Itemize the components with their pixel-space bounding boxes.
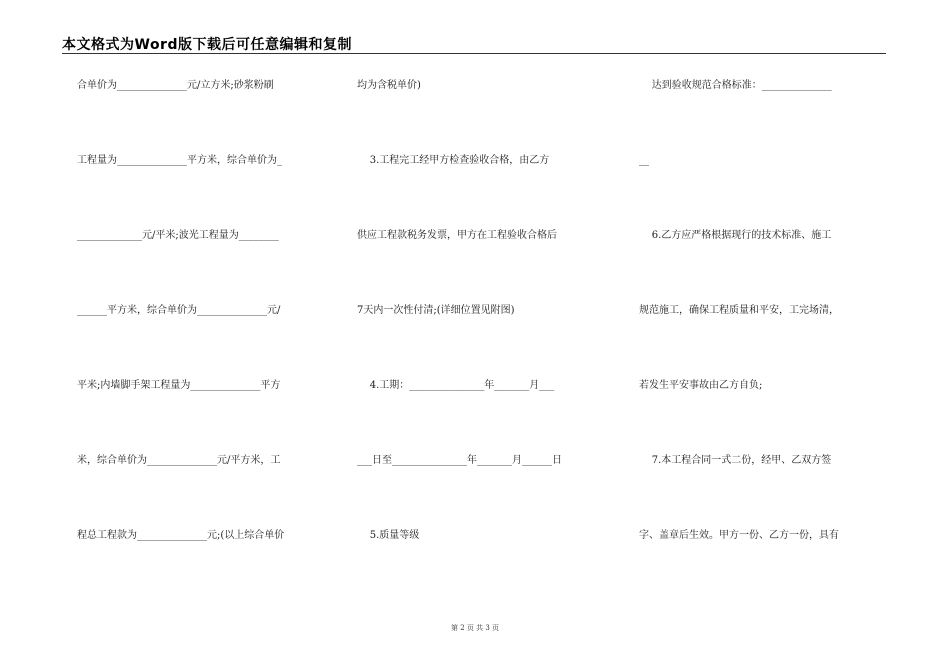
column-1-line-2: 工程量为______________平方米，综合单价为_ (77, 155, 282, 166)
page-number-footer: 第 2 页 共 3 页 (450, 624, 500, 632)
column-2-line-5: 4.工期：_______________年_______月___ (357, 380, 555, 391)
column-1-line-5: 平米;内墙脚手架工程量为______________平方 (77, 380, 281, 391)
column-3-line-4: 规范施工，确保工程质量和平安，工完场清， (639, 305, 839, 316)
column-1-line-6: 米，综合单价为______________元/平方米，工 (77, 455, 281, 466)
column-1-line-7: 程总工程款为______________元;(以上综合单价 (77, 530, 285, 541)
column-3-line-2: __ (639, 155, 649, 166)
column-3-line-5: 若发生平安事故由乙方自负; (639, 380, 763, 391)
column-1-line-4: ______平方米，综合单价为______________元/ (77, 305, 281, 316)
column-2-line-6: ___日至_______________年_______月______日 (357, 455, 562, 466)
column-1-line-3: _____________元/平米;波光工程量为________ (77, 230, 279, 241)
column-2-line-7: 5.质量等级 (357, 530, 420, 541)
column-2-line-1: 均为含税单价) (357, 80, 421, 91)
column-3-line-1: 达到验收规范合格标准：______________ (639, 80, 832, 91)
column-2-line-2: 3.工程完工经甲方检查验收合格，由乙方 (357, 155, 550, 166)
column-2-line-3: 供应工程款税务发票，甲方在工程验收合格后 (357, 230, 557, 241)
column-3-line-7: 字、盖章后生效。甲方一份、乙方一份，具有 (639, 530, 839, 541)
header-rule (62, 53, 886, 54)
column-1-line-1: 合单价为______________元/立方米;砂浆粉刷 (77, 80, 274, 91)
column-3-line-6: 7.本工程合同一式二份，经甲、乙双方签 (639, 455, 832, 466)
column-2-line-4: 7天内一次性付清;(详细位置见附图) (357, 305, 515, 316)
document-header-title: 本文格式为Word版下载后可任意编辑和复制 (62, 37, 352, 53)
column-3-line-3: 6.乙方应严格根据现行的技术标准、施工 (639, 230, 832, 241)
